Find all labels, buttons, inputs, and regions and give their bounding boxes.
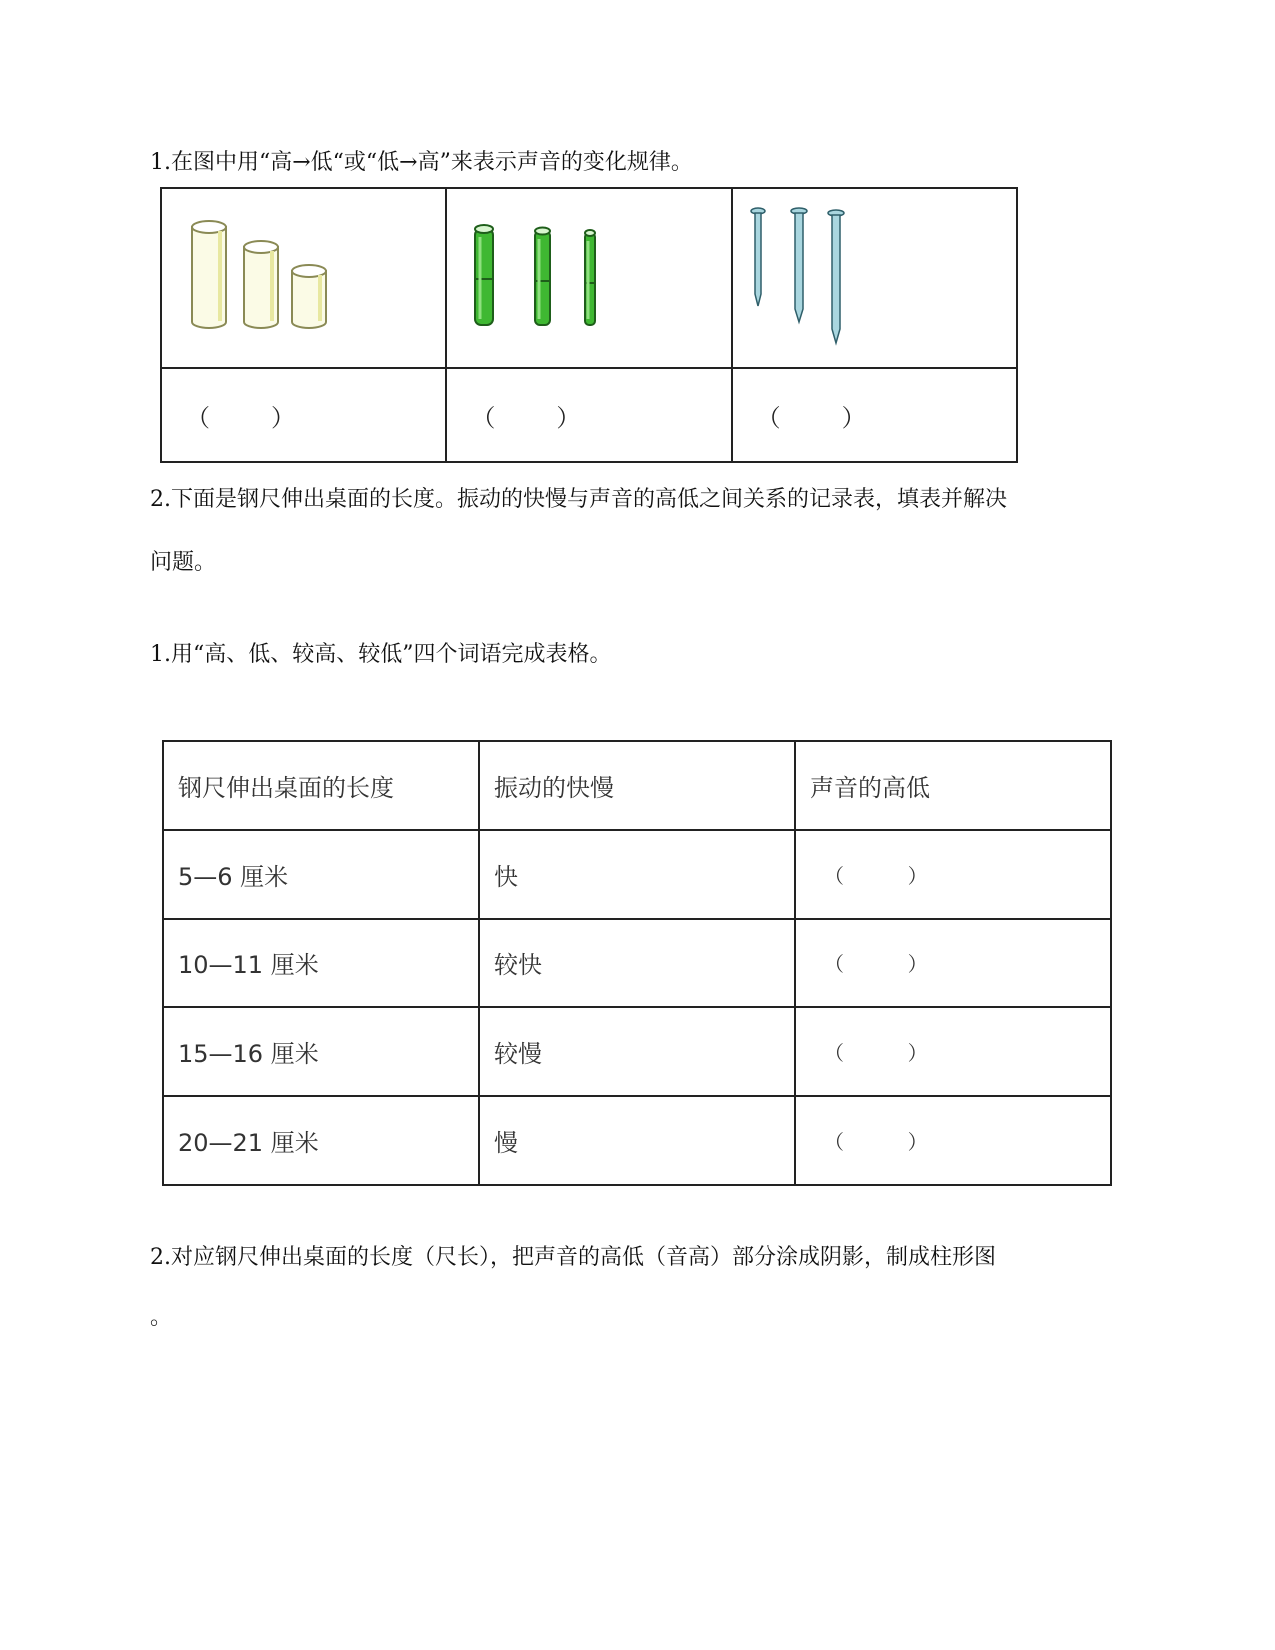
answer-cell-3[interactable]: [732, 368, 1017, 462]
header-length: 钢尺伸出桌面的长度: [163, 741, 479, 830]
vibration-cell: 较慢: [479, 1007, 795, 1096]
answer-blank-1[interactable]: （ ）: [186, 403, 296, 432]
pitch-blank[interactable]: （ ）: [795, 1096, 1111, 1185]
vibration-cell: 较快: [479, 919, 795, 1008]
nails-icon: [733, 189, 1017, 367]
pitch-blank[interactable]: （ ）: [795, 1007, 1111, 1096]
pitch-blank[interactable]: （ ）: [795, 830, 1111, 919]
table-row: [163, 1096, 1111, 1185]
ruler-sound-table: [162, 740, 1112, 1186]
table-row: [163, 1007, 1111, 1096]
question-2-title-line-2: 问题。: [150, 550, 217, 575]
cylinders-cell: [161, 188, 446, 368]
length-cell: 20—21 厘米: [163, 1096, 479, 1185]
question-2-sub-2-line-1: 2.对应钢尺伸出桌面的长度（尺长），把声音的高低（音高）部分涂成阴影，制成柱形图: [150, 1245, 996, 1270]
table-row: [163, 919, 1111, 1008]
length-cell: 5—6 厘米: [163, 830, 479, 919]
vibration-cell: 快: [479, 830, 795, 919]
answer-blank-2[interactable]: （ ）: [471, 403, 581, 432]
bamboo-tubes-icon: [447, 189, 731, 367]
table-row: [163, 830, 1111, 919]
length-cell: 10—11 厘米: [163, 919, 479, 1008]
length-cell: 15—16 厘米: [163, 1007, 479, 1096]
header-vibration: 振动的快慢: [479, 741, 795, 830]
cylinders-icon: [162, 189, 446, 367]
answer-cell-2[interactable]: [446, 368, 731, 462]
vibration-cell: 慢: [479, 1096, 795, 1185]
question-1-picture-table: [160, 187, 1018, 463]
pitch-blank[interactable]: （ ）: [795, 919, 1111, 1008]
nails-cell: [732, 188, 1017, 368]
table-header-row: [163, 741, 1111, 830]
question-1-title: 1.在图中用“高→低“或“低→高”来表示声音的变化规律。: [150, 150, 693, 175]
answer-cell-1[interactable]: [161, 368, 446, 462]
question-2-sub-2-line-2: 。: [150, 1305, 173, 1330]
question-2-title-line-1: 2.下面是钢尺伸出桌面的长度。振动的快慢与声音的高低之间关系的记录表，填表并解决: [150, 487, 1007, 512]
question-2-sub-1: 1.用“高、低、较高、较低”四个词语完成表格。: [150, 642, 612, 667]
answer-blank-3[interactable]: （ ）: [756, 403, 866, 432]
bamboo-tubes-cell: [446, 188, 731, 368]
header-pitch: 声音的高低: [795, 741, 1111, 830]
